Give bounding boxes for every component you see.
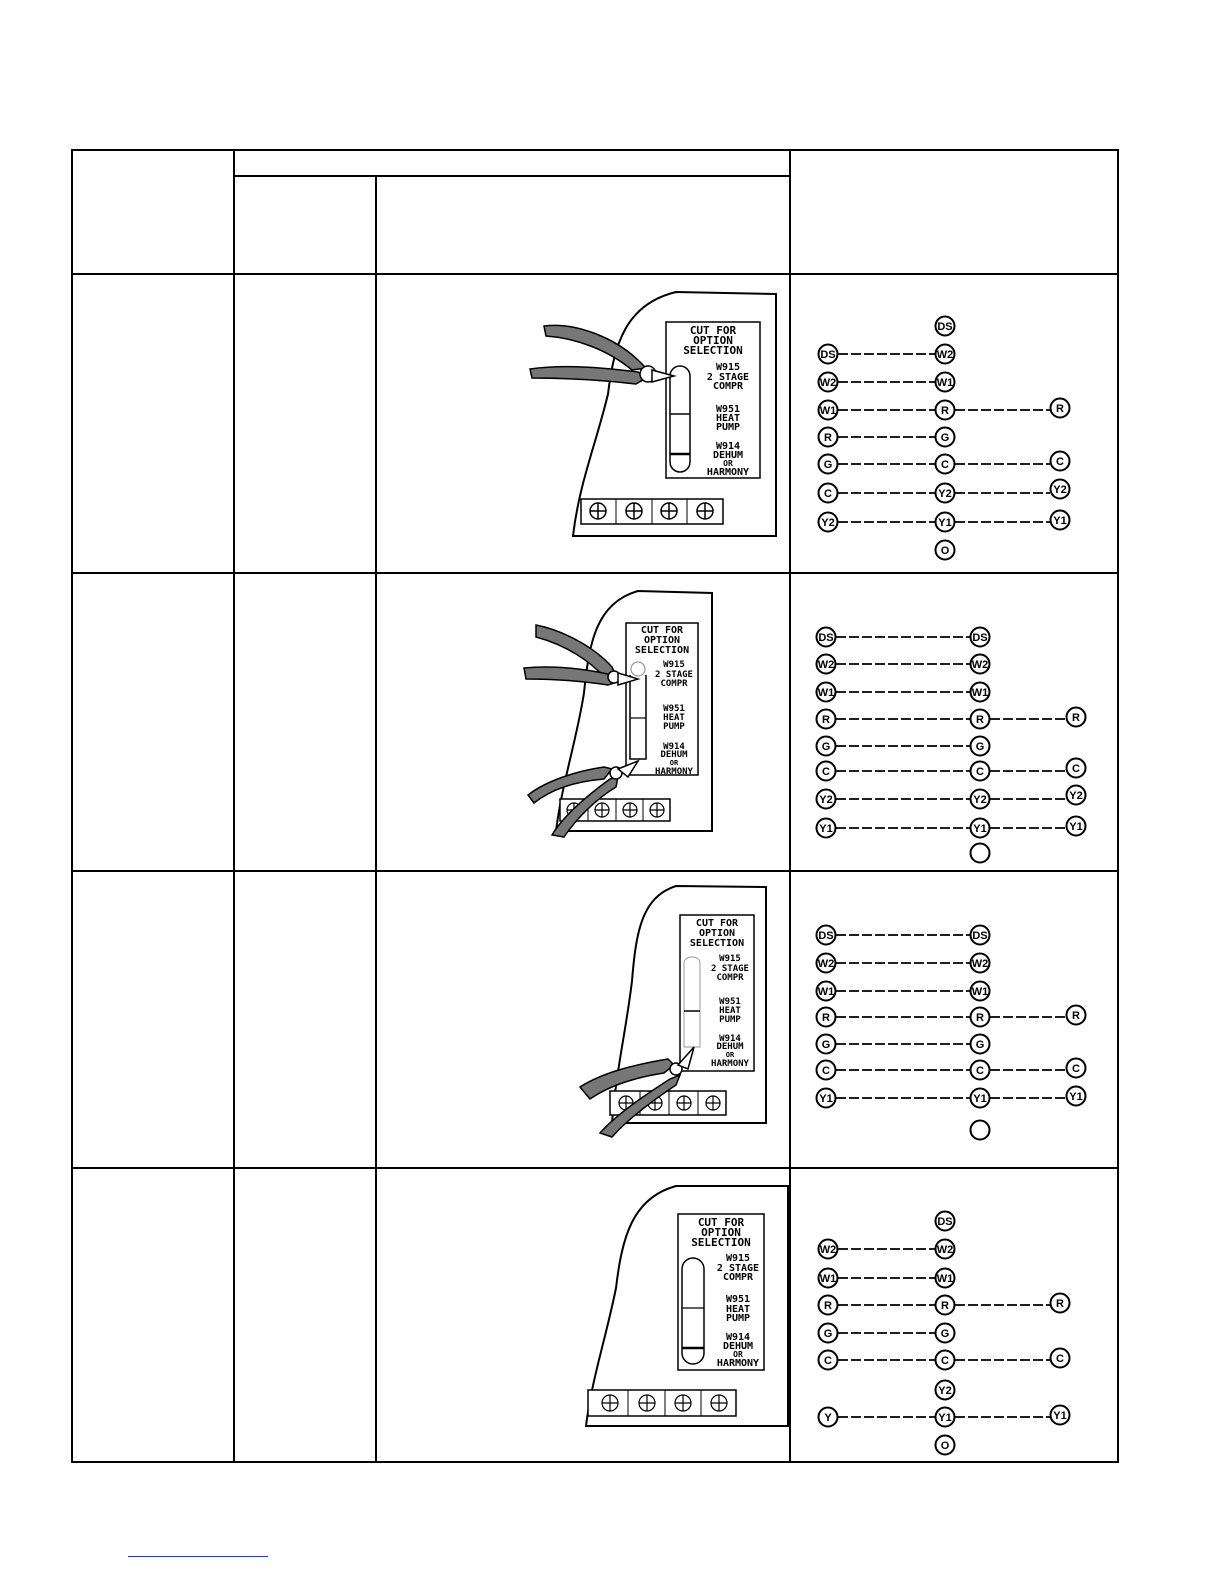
screw-icon bbox=[639, 1395, 655, 1411]
terminal-node bbox=[817, 628, 836, 647]
option-w914-code: W914 bbox=[715, 441, 741, 452]
option-w914-desc-2: OR bbox=[669, 759, 679, 767]
terminal-node bbox=[936, 428, 955, 447]
terminal-label: R bbox=[941, 1300, 949, 1312]
option-w914-code: W914 bbox=[719, 1034, 741, 1044]
terminal-label: W1 bbox=[971, 687, 989, 699]
terminal-node bbox=[1067, 708, 1086, 727]
terminal-label: W1 bbox=[819, 1273, 837, 1285]
screw-icon bbox=[650, 803, 664, 817]
panel-title-line-3: SELECTION bbox=[683, 344, 743, 357]
control-board-illustration-3 bbox=[376, 871, 790, 1168]
terminal-node bbox=[819, 428, 838, 447]
terminal-label: C bbox=[1056, 1353, 1064, 1365]
panel-title-line-3: SELECTION bbox=[634, 645, 690, 656]
terminal-label: G bbox=[975, 741, 985, 753]
terminal-label: DS bbox=[972, 632, 988, 644]
terminal-label: Y1 bbox=[973, 823, 987, 835]
terminal-label: G bbox=[821, 741, 831, 753]
terminal-node bbox=[936, 1436, 955, 1455]
terminal-node bbox=[817, 737, 836, 756]
option-w915-desc-1: 2 STAGE bbox=[711, 964, 749, 974]
terminal-node bbox=[971, 819, 990, 838]
option-w951-desc-1: HEAT bbox=[719, 1006, 741, 1016]
terminal-label: DS bbox=[937, 321, 953, 333]
terminal-node bbox=[936, 1212, 955, 1231]
terminal-label: DS bbox=[972, 930, 988, 942]
terminal-label: Y2 bbox=[1069, 790, 1083, 802]
option-w915-code: W915 bbox=[663, 660, 685, 670]
terminal-node bbox=[1067, 1087, 1086, 1106]
terminal-node bbox=[1051, 1294, 1070, 1313]
wiring-diagram-3 bbox=[790, 871, 1118, 1168]
option-w914-desc-3: HARMONY bbox=[716, 1358, 760, 1369]
terminal-node bbox=[936, 1408, 955, 1427]
terminal-label: C bbox=[822, 766, 830, 778]
option-w914-code: W914 bbox=[663, 742, 685, 752]
terminal-node bbox=[936, 345, 955, 364]
option-w915-desc-2: COMPR bbox=[712, 381, 744, 392]
terminal-label: Y2 bbox=[821, 517, 835, 529]
terminal-label: Y2 bbox=[938, 1385, 952, 1397]
terminal-label: Y2 bbox=[973, 794, 987, 806]
terminal-label: C bbox=[822, 1065, 830, 1077]
option-w951-desc-1: HEAT bbox=[715, 413, 741, 424]
option-w914-desc-3: HARMONY bbox=[706, 467, 750, 478]
terminal-node bbox=[817, 790, 836, 809]
terminal-label: C bbox=[941, 459, 949, 471]
terminal-label: R bbox=[941, 405, 949, 417]
terminal-label: Y1 bbox=[1053, 1410, 1067, 1422]
terminal-node bbox=[1051, 1349, 1070, 1368]
panel-title-line-2: OPTION bbox=[701, 1226, 741, 1239]
terminal-label: W2 bbox=[971, 659, 989, 671]
terminal-node bbox=[936, 541, 955, 560]
terminal-node bbox=[817, 819, 836, 838]
terminal-label: R bbox=[1072, 1010, 1080, 1022]
terminal-node bbox=[971, 1035, 990, 1054]
screw-icon bbox=[697, 503, 713, 519]
terminal-node bbox=[1067, 1059, 1086, 1078]
panel-title-line-2: OPTION bbox=[643, 635, 681, 646]
control-board-illustration-2 bbox=[376, 573, 790, 871]
option-w914-desc-2: OR bbox=[733, 1350, 743, 1359]
terminal-label: W2 bbox=[936, 1244, 954, 1256]
terminal-node bbox=[936, 1324, 955, 1343]
option-w951-desc-1: HEAT bbox=[663, 713, 685, 723]
terminal-node bbox=[819, 345, 838, 364]
jumper-panel bbox=[678, 1214, 764, 1370]
terminal-node bbox=[936, 317, 955, 336]
panel-title-line-1: CUT FOR bbox=[695, 918, 739, 929]
terminal-node bbox=[1067, 817, 1086, 836]
terminal-label: Y1 bbox=[1053, 515, 1067, 527]
terminal-label: G bbox=[821, 1039, 831, 1051]
option-w914-desc-1: DEHUM bbox=[660, 750, 688, 760]
terminal-node bbox=[971, 1061, 990, 1080]
screw-icon bbox=[677, 1096, 691, 1110]
option-w914-code: W914 bbox=[725, 1332, 751, 1343]
jumper-strip bbox=[670, 366, 690, 472]
control-board-illustration-4 bbox=[376, 1168, 790, 1462]
terminal-node bbox=[936, 1381, 955, 1400]
option-w915-desc-2: COMPR bbox=[722, 1272, 754, 1283]
option-w915-desc-2: COMPR bbox=[716, 973, 744, 983]
option-w951-desc-2: PUMP bbox=[725, 1313, 751, 1324]
option-w951-code: W951 bbox=[715, 404, 741, 415]
terminal-node bbox=[936, 1240, 955, 1259]
terminal-node bbox=[819, 1240, 838, 1259]
terminal-label: W2 bbox=[819, 377, 837, 389]
jumper-strip bbox=[684, 957, 700, 1047]
terminal-strip bbox=[581, 499, 723, 524]
terminal-node bbox=[936, 373, 955, 392]
terminal-node bbox=[971, 762, 990, 781]
panel-title-line-3: SELECTION bbox=[689, 938, 745, 949]
terminal-label: G bbox=[940, 432, 950, 444]
terminal-label: W2 bbox=[817, 659, 835, 671]
terminal-node bbox=[971, 982, 990, 1001]
terminal-node bbox=[819, 373, 838, 392]
option-w914-desc-2: OR bbox=[723, 459, 733, 468]
option-w914-desc-1: DEHUM bbox=[712, 450, 744, 461]
terminal-node bbox=[971, 683, 990, 702]
screw-icon bbox=[590, 503, 606, 519]
terminal-node bbox=[971, 1008, 990, 1027]
terminal-label: R bbox=[1072, 712, 1080, 724]
screw-icon bbox=[706, 1096, 720, 1110]
terminal-label: R bbox=[1056, 1298, 1064, 1310]
terminal-node bbox=[1067, 786, 1086, 805]
terminal-label: DS bbox=[818, 632, 834, 644]
terminal-node bbox=[817, 1089, 836, 1108]
terminal-node bbox=[819, 1351, 838, 1370]
terminal-node bbox=[817, 1008, 836, 1027]
terminal-node bbox=[1051, 480, 1070, 499]
terminal-node bbox=[936, 1296, 955, 1315]
terminal-node bbox=[817, 1035, 836, 1054]
jumper-panel bbox=[680, 915, 754, 1071]
option-w914-desc-1: DEHUM bbox=[722, 1341, 754, 1352]
terminal-node bbox=[971, 1121, 990, 1140]
terminal-label: Y2 bbox=[1053, 484, 1067, 496]
terminal-node bbox=[817, 982, 836, 1001]
terminal-label: G bbox=[975, 1039, 985, 1051]
terminal-node bbox=[817, 926, 836, 945]
screw-icon bbox=[661, 503, 677, 519]
option-w915-code: W915 bbox=[719, 954, 741, 964]
terminal-label: W2 bbox=[819, 1244, 837, 1256]
terminal-node bbox=[936, 1269, 955, 1288]
terminal-node bbox=[819, 513, 838, 532]
panel-title-line-1: CUT FOR bbox=[640, 625, 684, 636]
terminal-label: C bbox=[824, 488, 832, 500]
terminal-node bbox=[1067, 1006, 1086, 1025]
terminal-label: C bbox=[1072, 763, 1080, 775]
terminal-label: Y1 bbox=[1069, 1091, 1083, 1103]
terminal-label: Y bbox=[824, 1412, 832, 1424]
terminal-node bbox=[1051, 1406, 1070, 1425]
terminal-node bbox=[936, 401, 955, 420]
terminal-node bbox=[971, 926, 990, 945]
terminal-label: Y1 bbox=[973, 1093, 987, 1105]
screw-icon bbox=[626, 503, 642, 519]
wiring-diagram-4 bbox=[790, 1168, 1118, 1462]
option-w951-code: W951 bbox=[663, 704, 685, 714]
terminal-node bbox=[817, 954, 836, 973]
terminal-label: W1 bbox=[817, 986, 835, 998]
footer-link-underline bbox=[128, 1556, 268, 1557]
terminal-node bbox=[819, 1324, 838, 1343]
panel-title-line-1: CUT FOR bbox=[697, 1216, 745, 1229]
option-w915-desc-1: 2 STAGE bbox=[706, 372, 750, 383]
option-w951-desc-2: PUMP bbox=[663, 722, 685, 732]
terminal-node bbox=[817, 683, 836, 702]
terminal-node bbox=[817, 655, 836, 674]
terminal-label: W1 bbox=[817, 687, 835, 699]
terminal-label: Y1 bbox=[819, 823, 833, 835]
panel-title-line-1: CUT FOR bbox=[689, 324, 737, 337]
terminal-node bbox=[971, 790, 990, 809]
terminal-label: DS bbox=[937, 1216, 953, 1228]
terminal-label: R bbox=[1056, 403, 1064, 415]
terminal-label: Y1 bbox=[938, 517, 952, 529]
panel-title-line-3: SELECTION bbox=[691, 1236, 751, 1249]
option-w914-desc-3: HARMONY bbox=[711, 1059, 749, 1069]
terminal-label: O bbox=[940, 1440, 950, 1452]
terminal-label: DS bbox=[820, 349, 836, 361]
terminal-node bbox=[819, 1296, 838, 1315]
terminal-label: R bbox=[822, 714, 830, 726]
terminal-label: R bbox=[976, 1012, 984, 1024]
terminal-label: C bbox=[976, 1065, 984, 1077]
terminal-label: G bbox=[940, 1328, 950, 1340]
terminal-node bbox=[819, 1408, 838, 1427]
terminal-label: DS bbox=[818, 930, 834, 942]
terminal-label: C bbox=[941, 1355, 949, 1367]
screw-icon bbox=[602, 1395, 618, 1411]
terminal-node bbox=[817, 1061, 836, 1080]
option-w951-desc-1: HEAT bbox=[725, 1304, 751, 1315]
terminal-node bbox=[936, 455, 955, 474]
terminal-label: C bbox=[1072, 1063, 1080, 1075]
terminal-node bbox=[1051, 452, 1070, 471]
terminal-label: Y2 bbox=[819, 794, 833, 806]
screw-icon bbox=[623, 803, 637, 817]
terminal-label: W2 bbox=[936, 349, 954, 361]
terminal-label: R bbox=[824, 432, 832, 444]
terminal-label: R bbox=[824, 1300, 832, 1312]
terminal-node bbox=[971, 628, 990, 647]
option-w951-code: W951 bbox=[725, 1294, 751, 1305]
terminal-label: Y1 bbox=[1069, 821, 1083, 833]
terminal-node bbox=[971, 1089, 990, 1108]
terminal-label: W2 bbox=[817, 958, 835, 970]
control-board-illustration-1 bbox=[376, 274, 790, 573]
option-w915-desc-2: COMPR bbox=[660, 679, 688, 689]
terminal-label: Y1 bbox=[938, 1412, 952, 1424]
option-w915-desc-1: 2 STAGE bbox=[655, 670, 693, 680]
option-w914-desc-1: DEHUM bbox=[716, 1042, 744, 1052]
panel-title-line-2: OPTION bbox=[693, 334, 733, 347]
terminal-label: R bbox=[822, 1012, 830, 1024]
terminal-node bbox=[817, 762, 836, 781]
terminal-label: C bbox=[976, 766, 984, 778]
option-w915-code: W915 bbox=[725, 1253, 751, 1264]
terminal-node bbox=[819, 455, 838, 474]
terminal-node bbox=[819, 401, 838, 420]
option-w914-desc-3: HARMONY bbox=[655, 767, 693, 777]
terminal-label: W1 bbox=[936, 1273, 954, 1285]
terminal-node bbox=[971, 844, 990, 863]
terminal-node bbox=[936, 1351, 955, 1370]
terminal-node bbox=[936, 484, 955, 503]
terminal-label: O bbox=[940, 545, 950, 557]
terminal-node bbox=[1051, 511, 1070, 530]
option-w915-code: W915 bbox=[715, 362, 741, 373]
screw-icon bbox=[711, 1395, 727, 1411]
terminal-node bbox=[971, 655, 990, 674]
terminal-node bbox=[817, 710, 836, 729]
screw-icon bbox=[675, 1395, 691, 1411]
terminal-label: C bbox=[1056, 456, 1064, 468]
terminal-label: W1 bbox=[936, 377, 954, 389]
option-w951-desc-2: PUMP bbox=[719, 1015, 741, 1025]
terminal-node bbox=[819, 1269, 838, 1288]
option-w914-desc-2: OR bbox=[725, 1051, 735, 1059]
jumper-panel bbox=[666, 322, 760, 478]
terminal-node bbox=[1067, 759, 1086, 778]
terminal-node bbox=[971, 737, 990, 756]
terminal-node bbox=[819, 484, 838, 503]
terminal-node bbox=[971, 954, 990, 973]
terminal-node bbox=[971, 710, 990, 729]
option-w951-code: W951 bbox=[719, 997, 741, 1007]
terminal-label: W1 bbox=[971, 986, 989, 998]
terminal-label: Y2 bbox=[938, 488, 952, 500]
terminal-node bbox=[1051, 399, 1070, 418]
terminal-node bbox=[936, 513, 955, 532]
wiring-diagram-1 bbox=[790, 274, 1118, 573]
terminal-strip bbox=[588, 1390, 736, 1416]
terminal-label: G bbox=[823, 1328, 833, 1340]
terminal-label: R bbox=[976, 714, 984, 726]
terminal-label: W2 bbox=[971, 958, 989, 970]
jumper-panel bbox=[626, 623, 698, 777]
terminal-label: C bbox=[824, 1355, 832, 1367]
panel-title-line-2: OPTION bbox=[698, 928, 736, 939]
option-w951-desc-2: PUMP bbox=[715, 422, 741, 433]
screw-icon bbox=[595, 803, 609, 817]
terminal-label: Y1 bbox=[819, 1093, 833, 1105]
terminal-label: W1 bbox=[819, 405, 837, 417]
wiring-diagram-2 bbox=[790, 573, 1118, 871]
option-w915-desc-1: 2 STAGE bbox=[716, 1263, 760, 1274]
terminal-label: G bbox=[823, 459, 833, 471]
